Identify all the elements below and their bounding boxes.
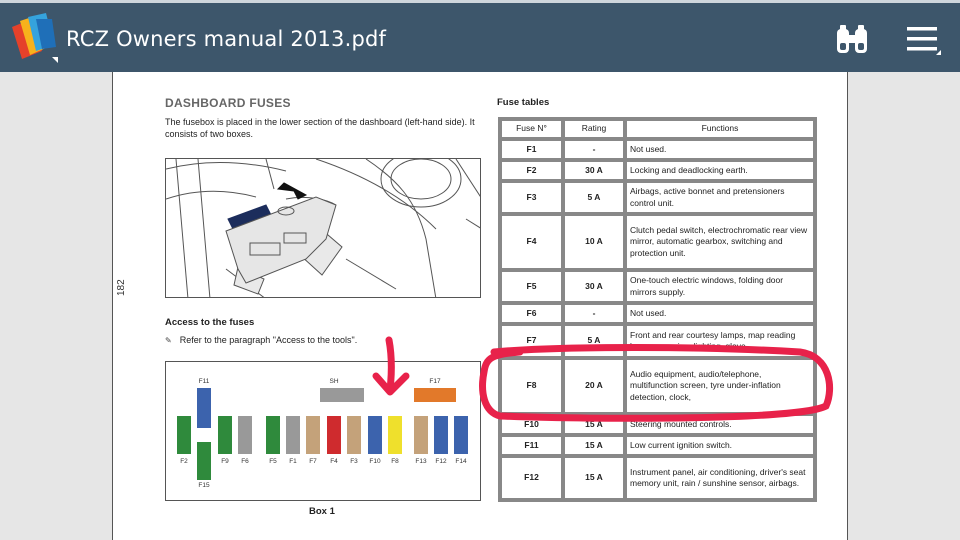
fuse-label: F17: [429, 378, 441, 385]
access-note: ✎ Refer to the paragraph "Access to the tools".: [165, 335, 358, 345]
fuse-label: F10: [369, 458, 381, 465]
functions-cell: Clutch pedal switch, electrochromatic rear view mirror, automatic gearbox, switching and protection unit.: [625, 214, 815, 270]
fuse-label: F2: [180, 458, 188, 465]
functions-cell: Not used.: [625, 303, 815, 324]
table-row: [500, 435, 815, 456]
fuse-cell: F6: [500, 303, 563, 324]
fuse-cell: F7: [500, 324, 563, 358]
fuse-label: SH: [329, 378, 339, 385]
functions-cell: Steering mounted controls.: [625, 414, 815, 435]
find-icon[interactable]: [832, 21, 872, 61]
functions-cell: Low current ignition switch.: [625, 435, 815, 456]
fuse-cell: F8: [500, 358, 563, 414]
fuse-label: F13: [415, 458, 427, 465]
functions-cell: Front and rear courtesy lamps, map reading lamps, sun visor lighting, glove: [625, 324, 815, 358]
fuse-label: F1: [289, 458, 297, 465]
fuse-f6: [238, 416, 252, 454]
fuse-label: F6: [241, 458, 249, 465]
fuse-f12: [434, 416, 448, 454]
fuse-f9: [218, 416, 232, 454]
fuse-f8: [388, 416, 402, 454]
functions-cell: Airbags, active bonnet and pretensioners control unit.: [625, 181, 815, 214]
fuse-cell: F2: [500, 160, 563, 181]
column-header: Rating: [563, 119, 625, 139]
functions-cell: Instrument panel, air conditioning, driver's seat memory unit, rain / sunshine sensor, airbags.: [625, 456, 815, 500]
fuse-label: F12: [435, 458, 447, 465]
document-viewer[interactable]: [0, 72, 960, 540]
rating-cell: 15 A: [563, 435, 625, 456]
table-row: [500, 303, 815, 324]
rating-cell: 5 A: [563, 181, 625, 214]
document-title: RCZ Owners manual 2013.pdf: [66, 27, 387, 51]
intro-text: The fusebox is placed in the lower section of the dashboard (left-hand side). It consists of two boxes.: [165, 117, 475, 139]
fuse-table: [498, 117, 817, 502]
fuse-f5: [266, 416, 280, 454]
menu-icon[interactable]: [903, 21, 943, 61]
table-row: [500, 139, 815, 160]
table-header-row: [500, 119, 815, 139]
rating-cell: -: [563, 303, 625, 324]
fuse-box-diagram: [165, 361, 481, 501]
fuse-f17: [414, 388, 456, 402]
fuse-label: F3: [350, 458, 358, 465]
fuse-cell: F12: [500, 456, 563, 500]
table-row: [500, 181, 815, 214]
fuse-sh: [320, 388, 364, 402]
fuse-label: F8: [391, 458, 399, 465]
rating-cell: 5 A: [563, 324, 625, 358]
page-number: 182: [116, 279, 127, 296]
fuse-cell: F3: [500, 181, 563, 214]
functions-cell: Audio equipment, audio/telephone, multifunction screen, tyre under-inflation detection, clock,: [625, 358, 815, 414]
rating-cell: 15 A: [563, 456, 625, 500]
access-title: Access to the fuses: [165, 317, 255, 328]
fuse-label: F11: [198, 378, 210, 385]
functions-cell: Not used.: [625, 139, 815, 160]
rating-cell: 30 A: [563, 270, 625, 303]
rating-cell: 15 A: [563, 414, 625, 435]
column-header: Functions: [625, 119, 815, 139]
fuse-f13: [414, 416, 428, 454]
table-row: [500, 358, 815, 414]
fuse-label: F4: [330, 458, 338, 465]
column-header: Fuse N°: [500, 119, 563, 139]
fuse-cell: F1: [500, 139, 563, 160]
fuse-label: F15: [198, 482, 210, 489]
box-caption: Box 1: [309, 506, 335, 517]
section-title: DASHBOARD FUSES: [165, 96, 291, 110]
fuse-cell: F4: [500, 214, 563, 270]
app-bar: [0, 0, 960, 72]
fuse-f14: [454, 416, 468, 454]
fuse-label: F7: [309, 458, 317, 465]
table-row: [500, 414, 815, 435]
rating-cell: 30 A: [563, 160, 625, 181]
fuse-f7: [306, 416, 320, 454]
fuse-label: F9: [221, 458, 229, 465]
tables-title: Fuse tables: [497, 97, 550, 108]
functions-cell: Locking and deadlocking earth.: [625, 160, 815, 181]
table-row: [500, 270, 815, 303]
fuse-f4: [327, 416, 341, 454]
rating-cell: 20 A: [563, 358, 625, 414]
dashboard-illustration: [165, 158, 481, 298]
table-row: [500, 160, 815, 181]
book-icon: ✎: [165, 336, 172, 345]
fuse-cell: F11: [500, 435, 563, 456]
fuse-cell: F10: [500, 414, 563, 435]
pdf-page[interactable]: [112, 72, 848, 540]
table-row: [500, 324, 815, 358]
fuse-f1: [286, 416, 300, 454]
fuse-cell: F5: [500, 270, 563, 303]
functions-cell: One-touch electric windows, folding door mirrors supply.: [625, 270, 815, 303]
table-row: [500, 456, 815, 500]
fuse-f15: [197, 442, 211, 480]
fuse-label: F5: [269, 458, 277, 465]
fuse-f10: [368, 416, 382, 454]
fuse-f3: [347, 416, 361, 454]
fuse-f11: [197, 388, 211, 428]
fuse-label: F14: [455, 458, 467, 465]
app-logo-icon[interactable]: [6, 11, 62, 65]
table-row: [500, 214, 815, 270]
rating-cell: -: [563, 139, 625, 160]
rating-cell: 10 A: [563, 214, 625, 270]
fuse-f2: [177, 416, 191, 454]
